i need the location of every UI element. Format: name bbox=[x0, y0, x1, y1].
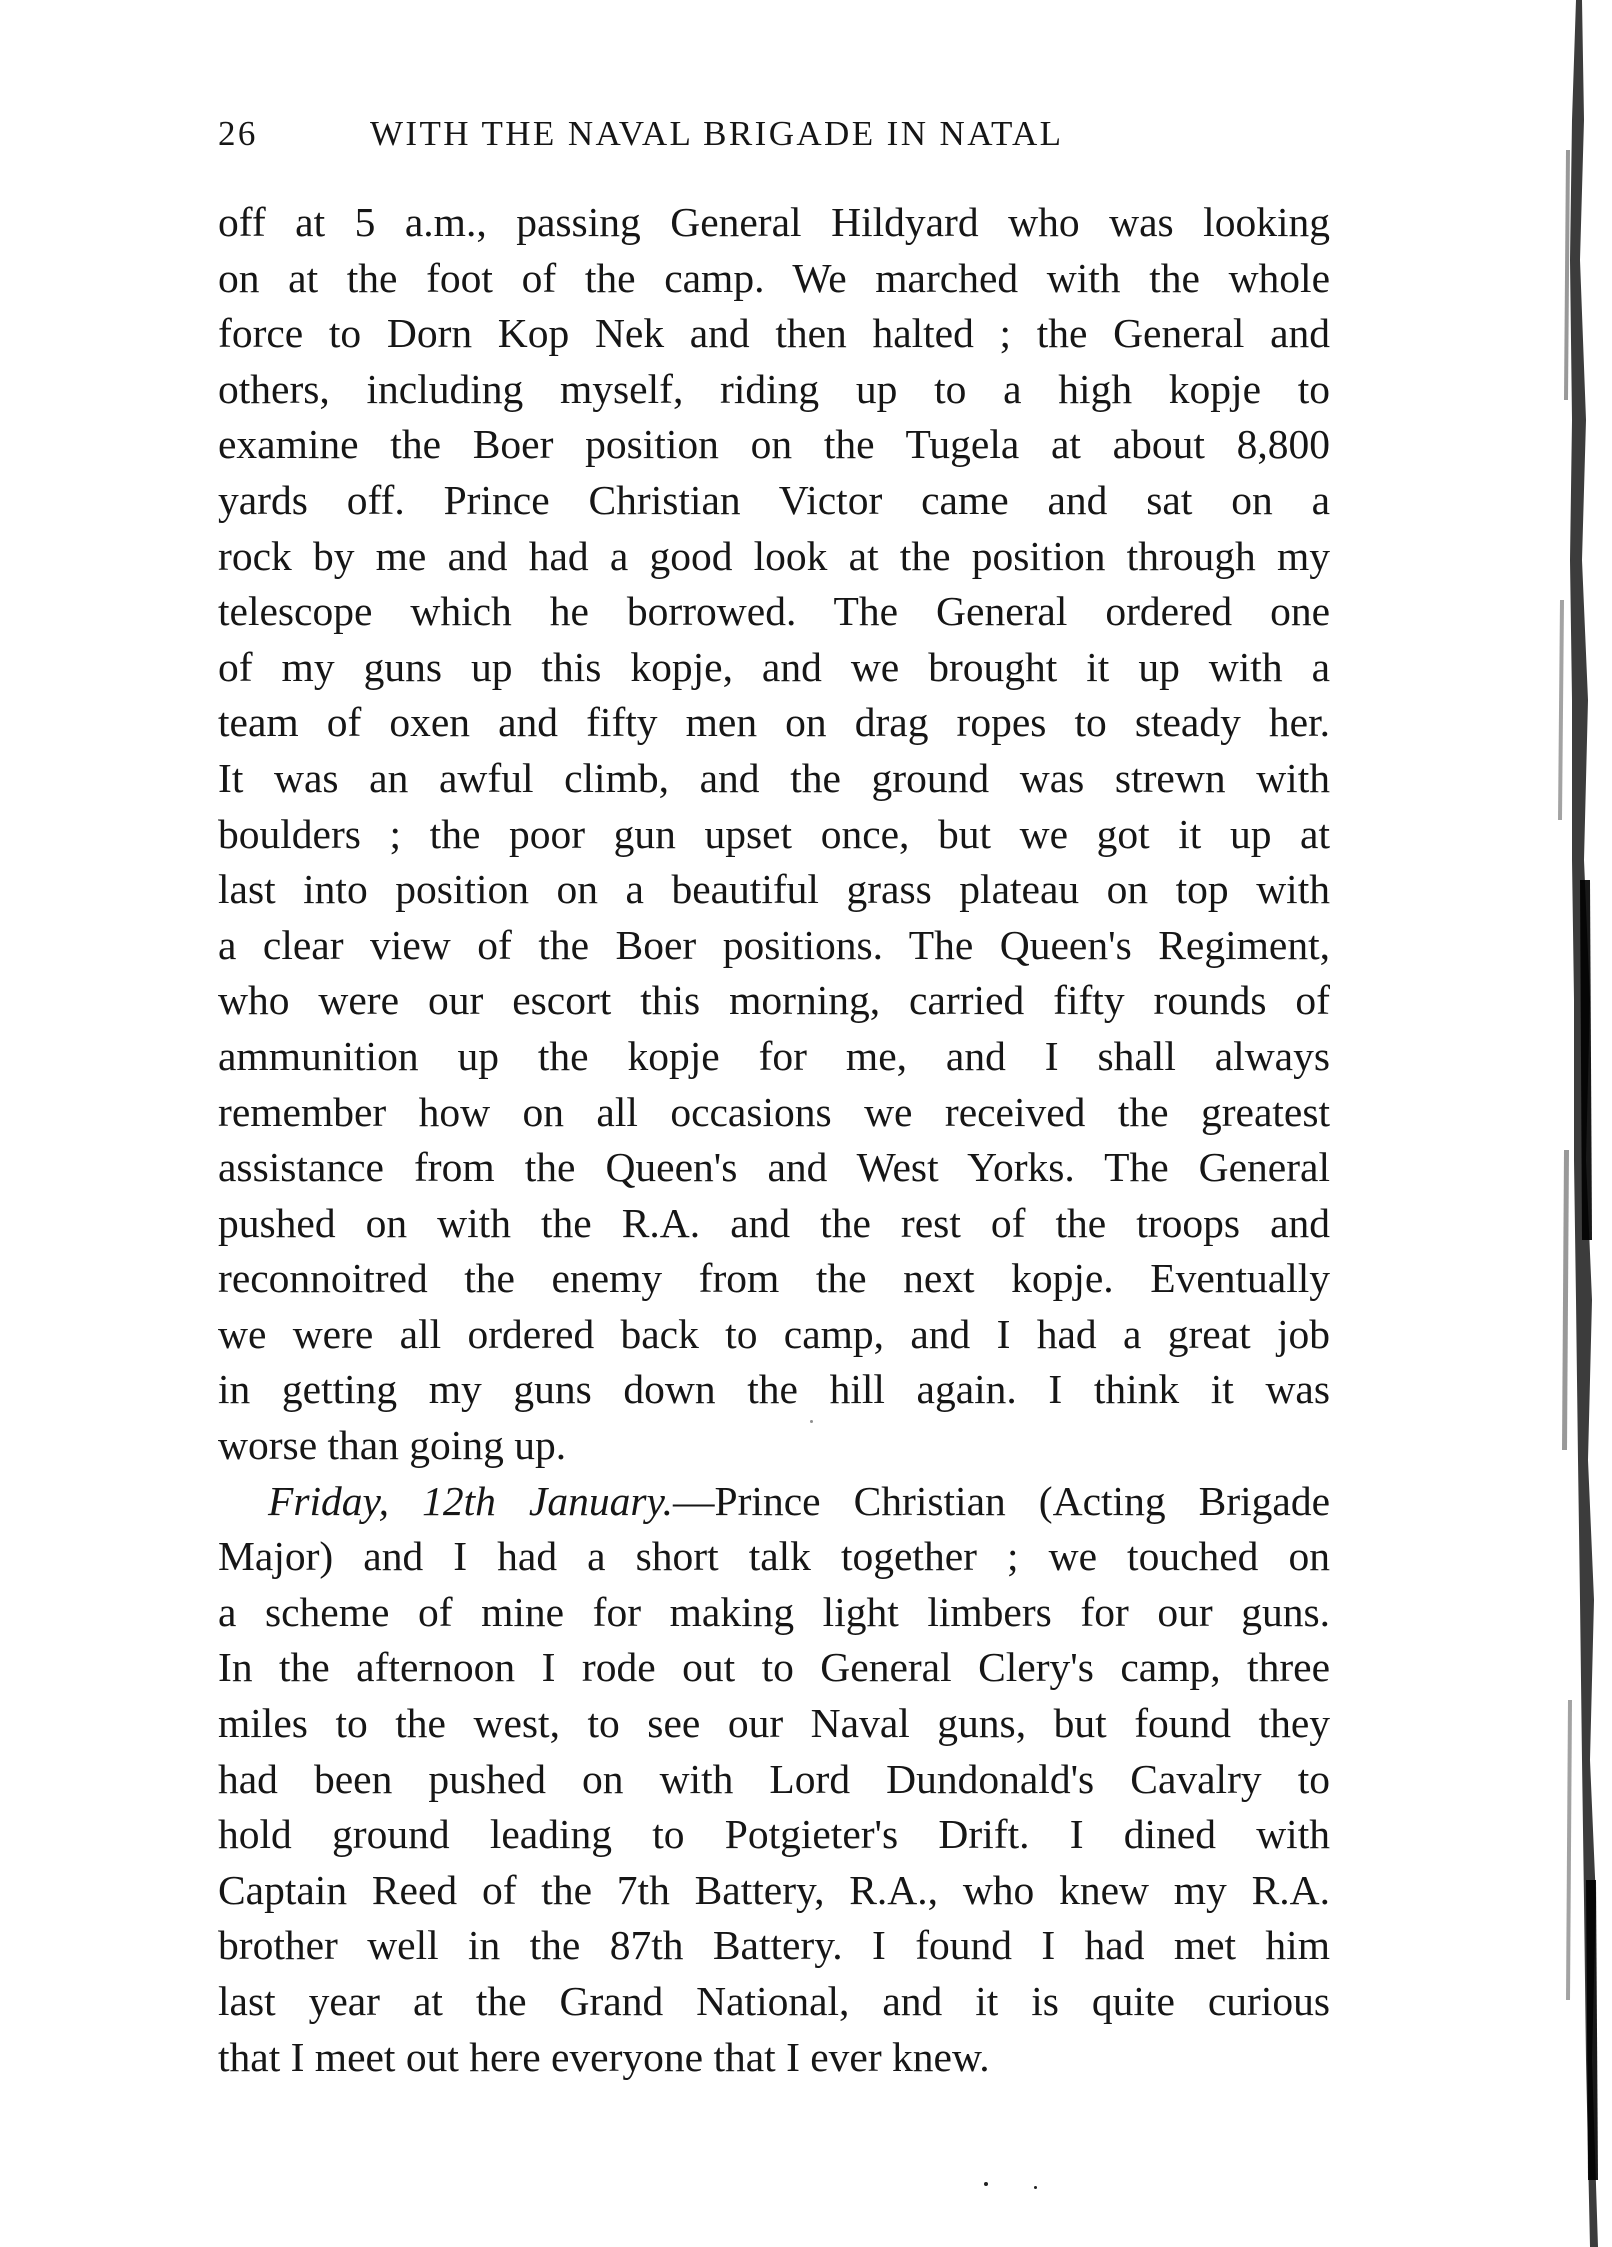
text-line: assistance from the Queen's and West Yorks. The General bbox=[218, 1144, 1330, 1191]
text-line: examine the Boer position on the Tugela at about 8,800 bbox=[218, 421, 1330, 468]
running-head bbox=[218, 108, 1318, 160]
page-number: 26 bbox=[218, 114, 258, 153]
text-line: In the afternoon I rode out to General Clery's camp, three bbox=[218, 1644, 1330, 1691]
text-line: reconnoitred the enemy from the next kopje. Eventually bbox=[218, 1255, 1330, 1302]
text-line: Captain Reed of the 7th Battery, R.A., who knew my R.A. bbox=[218, 1866, 1330, 1913]
text-line: in getting my guns down the hill again. I think it was bbox=[218, 1366, 1330, 1413]
text-line: Major) and I had a short talk together ; we touched on bbox=[218, 1533, 1330, 1580]
text-line: telescope which he borrowed. The General ordered one bbox=[218, 588, 1330, 635]
text-line: on at the foot of the camp. We marched with the whole bbox=[218, 254, 1330, 301]
text-line: we were all ordered back to camp, and I had a great job bbox=[218, 1310, 1330, 1357]
paragraph-end-line: that I meet out here everyone that I ever knew. bbox=[218, 2033, 990, 2080]
text-line: boulders ; the poor gun upset once, but we got it up at bbox=[218, 810, 1330, 857]
scan-speck bbox=[810, 1420, 813, 1423]
entry-first-line bbox=[218, 1474, 1330, 1530]
text-line: last into position on a beautiful grass plateau on top with bbox=[218, 866, 1330, 913]
text-line: miles to the west, to see our Naval guns, but found they bbox=[218, 1700, 1330, 1747]
entry-date: Friday, 12th January. bbox=[268, 1477, 674, 1524]
paragraph-end-line: worse than going up. bbox=[218, 1422, 567, 1469]
text-line: last year at the Grand National, and it is quite curious bbox=[218, 1978, 1330, 2024]
text-line: who were our escort this morning, carried fifty rounds of bbox=[218, 977, 1330, 1024]
text-line: remember how on all occasions we received the greatest bbox=[218, 1088, 1330, 1135]
text-line: yards off. Prince Christian Victor came and sat on a bbox=[218, 476, 1330, 523]
entry-first-line-text: —Prince Christian (Acting Brigade bbox=[673, 1477, 1331, 1524]
body-text bbox=[218, 195, 1330, 2085]
text-line: pushed on with the R.A. and the rest of the troops and bbox=[218, 1199, 1330, 1246]
text-line: a scheme of mine for making light limbers for our guns. bbox=[218, 1588, 1330, 1635]
text-line: team of oxen and fifty men on drag ropes to steady her. bbox=[218, 699, 1330, 746]
text-line: others, including myself, riding up to a high kopje to bbox=[218, 365, 1330, 412]
text-line: had been pushed on with Lord Dundonald's Cavalry to bbox=[218, 1755, 1330, 1802]
scan-speck bbox=[984, 2182, 988, 2186]
scan-speck bbox=[1034, 2186, 1037, 2189]
text-line: It was an awful climb, and the ground was strewn with bbox=[218, 754, 1330, 801]
text-line: rock by me and had a good look at the position through my bbox=[218, 532, 1330, 579]
text-line: a clear view of the Boer positions. The Queen's Regiment, bbox=[218, 921, 1330, 968]
text-line: force to Dorn Kop Nek and then halted ; the General and bbox=[218, 310, 1330, 357]
text-line: off at 5 a.m., passing General Hildyard who was looking bbox=[218, 199, 1330, 245]
text-line: hold ground leading to Potgieter's Drift. I dined with bbox=[218, 1811, 1330, 1858]
text-line: ammunition up the kopje for me, and I shall always bbox=[218, 1032, 1330, 1079]
text-line: brother well in the 87th Battery. I found I had met him bbox=[218, 1922, 1330, 1969]
binding-edge-shadow bbox=[1546, 0, 1606, 2247]
running-title: WITH THE NAVAL BRIGADE IN NATAL bbox=[370, 114, 1064, 153]
text-line: of my guns up this kopje, and we brought it up with a bbox=[218, 643, 1330, 690]
